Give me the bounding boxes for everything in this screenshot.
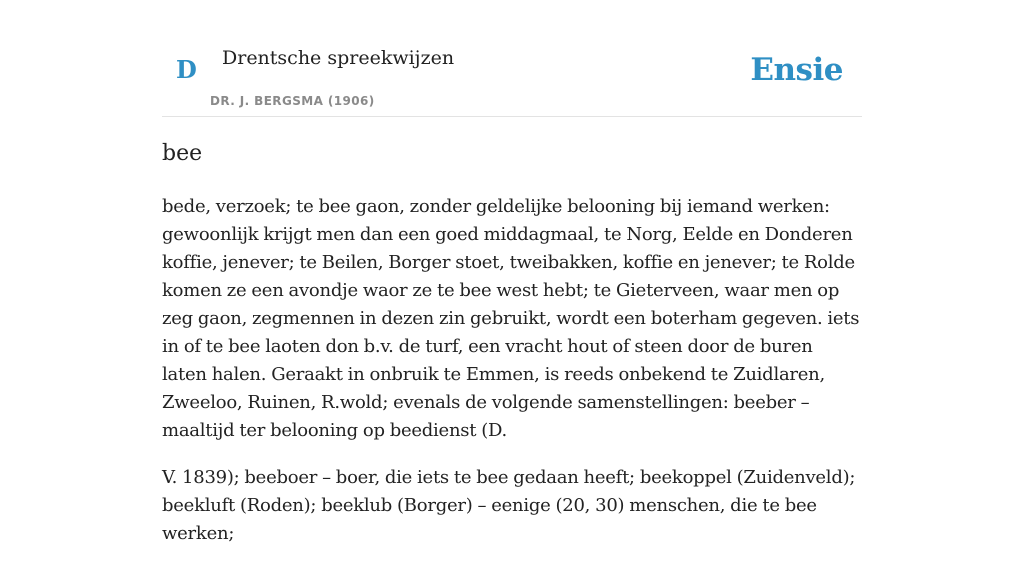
site-header bbox=[162, 0, 862, 117]
entry-paragraph: V. 1839); beeboer – boer, die iets te bee gedaan heeft; beekoppel (Zuidenveld); beekluft (Roden); beeklub (Borger) – eenige (20, 30) menschen, die te bee werken; bbox=[162, 467, 856, 544]
book-letter-icon[interactable]: D bbox=[176, 55, 197, 84]
entry-title: bee bbox=[162, 141, 203, 166]
book-title[interactable]: Drentsche spreekwijzen bbox=[222, 47, 455, 69]
entry-body bbox=[162, 193, 862, 567]
entry-paragraph: bede, verzoek; te bee gaon, zonder geldelijke belooning bij iemand werken: gewoonlijk krijgt men dan een goed middagmaal, te Norg, Eelde en Donderen koffie, jenever; te Beilen, Borger stoet, tweibakken, koffie en jenever; te Rolde komen ze een avondje waor ze te bee west hebt; te Gieterveen, waar men op zeg gaon, zegmennen in dezen zin gebruikt, wordt een boterham gegeven. iets in of te bee laoten don b.v. de turf, een vracht hout of steen door de buren laten halen. Geraakt in onbruik te Emmen, is reeds onbekend te Zuidlaren, Zweeloo, Ruinen, R.wold; evenals de volgende samenstellingen: beeber – maaltijd ter belooning op beedienst (D. bbox=[162, 196, 860, 441]
book-author: DR. J. BERGSMA (1906) bbox=[210, 94, 375, 108]
ensie-logo-link[interactable]: Ensie bbox=[750, 52, 843, 88]
